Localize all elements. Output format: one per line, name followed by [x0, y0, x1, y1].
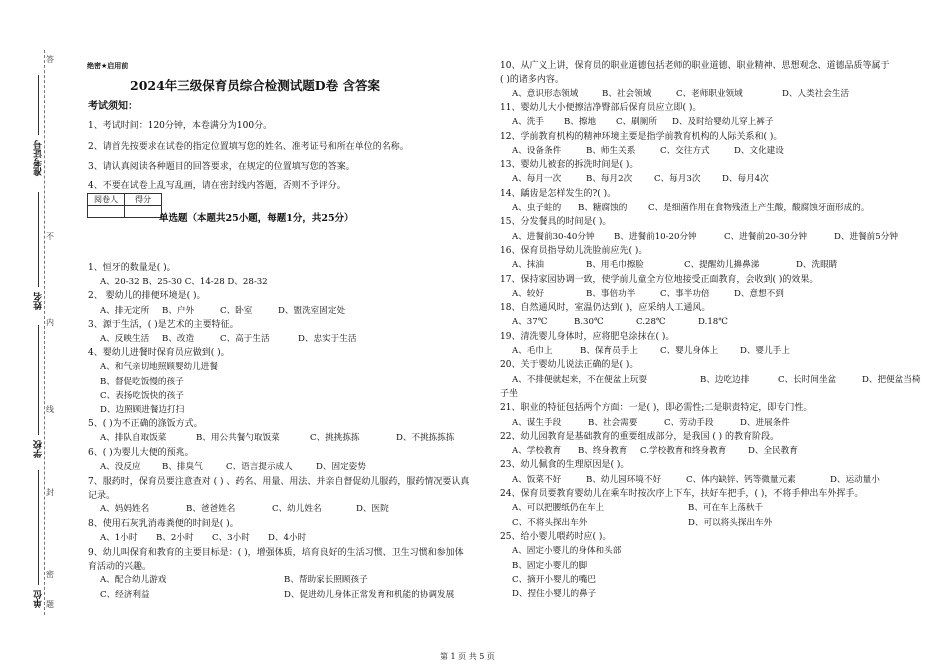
question-text: 4、婴幼儿进餐时保育员应做到( )。 [88, 348, 230, 359]
binder-char: 内 [46, 318, 54, 327]
answer-option[interactable]: D、文化建设 [734, 145, 784, 156]
answer-option[interactable]: A、较好 [512, 288, 544, 299]
answer-option[interactable]: C.学校教育和终身教育 [640, 446, 727, 457]
answer-option[interactable]: A、没反应 [100, 461, 141, 472]
score-cell: 得分 [125, 194, 162, 206]
answer-option[interactable]: D、全民教育 [748, 446, 798, 457]
answer-option[interactable]: B、改造 [162, 334, 195, 344]
answer-option[interactable]: B、督促吃饭慢的孩子 [100, 376, 184, 387]
answer-option[interactable]: A、1小时 [100, 532, 138, 543]
answer-option[interactable]: C、提醒幼儿擤鼻涕 [684, 260, 760, 271]
answer-option[interactable]: B.30℃ [574, 317, 604, 328]
answer-option[interactable]: D、及时给婴幼儿穿上裤子 [672, 117, 774, 128]
question-text: 24、保育员要教育婴幼儿在乘车时按次序上下车，扶好车把手，( )，不将手伸出车外挥手。 [500, 489, 864, 499]
answer-option[interactable]: B、事倍功半 [586, 288, 636, 299]
answer-option[interactable]: D、医院 [356, 504, 389, 515]
question-text: 9、幼儿叫保育和教育的主要目标是：( )，增强体质，培育良好的生活习惯、卫生习惯和参加体育活动的兴趣。 [88, 548, 464, 573]
answer-option[interactable]: B、保育员手上 [580, 346, 638, 356]
answer-option[interactable]: C、高于生活 [220, 334, 270, 344]
question-text: 7、服药时，保育员要注意查对 ( ) 、药名、用量、用法、并亲自督促幼儿服药，服药情况要认真记录。 [88, 477, 470, 502]
answer-option[interactable]: D、4小时 [268, 532, 307, 543]
question-text: 2、 婴幼儿的排便环境是( )。 [88, 291, 206, 302]
section-title: 单选题（本题共25小题，每题1分，共25分） [159, 213, 354, 224]
answer-option[interactable]: D、忠实于生活 [298, 334, 357, 344]
notice-item: 1、考试时间：120分钟，本卷满分为100分。 [88, 121, 273, 131]
answer-option[interactable]: D、固定姿势 [316, 461, 366, 472]
answer-option[interactable]: B、糖腐蚀的 [578, 203, 628, 213]
binder-char: 封 [46, 488, 54, 497]
answer-option[interactable]: B、户外 [162, 305, 195, 316]
notice-item: 4、不要在试卷上乱写乱画，请在密封线内答题，否则不予评分。 [88, 181, 346, 191]
question-text: 1、恒牙的数量是( )。 [88, 263, 176, 273]
question-text: 10、从广义上讲，保育员的职业道德包括老师的职业道德、职业精神、思想观念、道德品质等属于( )的诸多内容。 [500, 61, 890, 86]
answer-option[interactable]: C、每月3次 [654, 174, 701, 185]
answer-option[interactable]: C、长时间坐盆 [778, 374, 837, 385]
question-text: 子坐 [500, 388, 519, 399]
answer-option[interactable]: D、促进幼儿身体正常发育和机能的协调发展 [284, 589, 455, 600]
binder-char: 不 [46, 232, 54, 241]
answer-option[interactable]: B、爸爸姓名 [186, 504, 236, 515]
answer-option[interactable]: A、不排便就起来，不在便盆上玩耍 [512, 374, 648, 385]
label-unit: 单位 [34, 590, 44, 608]
answer-option[interactable]: C、老师职业领域 [676, 88, 743, 99]
answer-option[interactable]: A、设备条件 [512, 145, 562, 156]
answer-option[interactable]: A、饭菜不好 [512, 474, 562, 485]
answer-option[interactable]: C、婴儿身体上 [660, 346, 719, 356]
question-text: 23、幼儿佩食的生理原因是( )。 [500, 460, 630, 471]
fill-line [38, 75, 39, 135]
answer-option[interactable]: C、事半功倍 [660, 288, 710, 299]
answer-option[interactable]: D、盥洗室固定处 [278, 305, 346, 316]
answer-option[interactable]: B、2小时 [156, 532, 194, 543]
answer-option[interactable]: B、用公共餐勺取饭菜 [196, 433, 280, 444]
answer-option[interactable]: C.28℃ [636, 317, 666, 328]
answer-option[interactable]: D、婴儿手上 [740, 346, 790, 356]
question-text: 8、使用石灰乳消毒粪便的时间是( )。 [88, 518, 239, 529]
answer-option[interactable]: D、不挑拣拣拣 [396, 433, 455, 444]
answer-option[interactable]: C、经济利益 [100, 589, 150, 600]
answer-option[interactable]: A、洗手 [512, 117, 544, 128]
answer-option[interactable]: B、师生关系 [586, 145, 636, 156]
question-text: 18、自然通风时，室温仍达到( )，应采纳人工通风。 [500, 303, 711, 314]
answer-option[interactable]: D、人类社会生活 [782, 88, 850, 99]
answer-option[interactable]: C、不将头探出车外 [512, 517, 588, 528]
answer-option[interactable]: C、语言提示成人 [226, 461, 293, 472]
answer-option[interactable]: C、3小时 [212, 532, 250, 543]
answer-option[interactable]: B、社会需要 [588, 417, 638, 428]
page-title: 2024年三级保育员综合检测试题D卷 含答案 [130, 78, 380, 93]
answer-option[interactable]: A、20-32 B、25-30 C、14-28 D、28-32 [100, 277, 268, 288]
question-text: 11、婴幼儿大小便擦洁净臀部后保育员应立即( )。 [500, 102, 702, 113]
notice-heading: 考试须知： [88, 101, 138, 112]
score-table [87, 193, 162, 218]
answer-option[interactable]: B、边吃边排 [700, 374, 750, 385]
page-footer: 第 1 页 共 5 页 [440, 652, 495, 661]
answer-option[interactable]: A、学校教育 [512, 446, 562, 457]
question-text: 14、龋齿是怎样发生的?( )。 [500, 188, 617, 199]
answer-option[interactable]: D、捏住小婴儿的鼻子 [512, 589, 597, 600]
answer-option[interactable]: C、劳动手段 [664, 417, 714, 428]
answer-option[interactable]: C、刷厕所 [616, 117, 657, 128]
fill-line [38, 192, 39, 287]
answer-option[interactable]: A、37℃ [512, 317, 548, 328]
answer-option[interactable]: C、进餐前20-30分钟 [724, 231, 807, 242]
answer-option[interactable]: B、固定小婴儿的脚 [512, 560, 588, 571]
answer-option[interactable]: C、表扬吃饭快的孩子 [100, 390, 184, 401]
answer-option[interactable]: B、擦地 [564, 117, 597, 128]
answer-option[interactable]: B、社会领域 [602, 88, 652, 99]
answer-option[interactable]: B、幼儿园环境不好 [586, 474, 662, 485]
label-name: 姓名 [34, 292, 44, 310]
answer-option[interactable]: D、洗眼睛 [796, 260, 838, 271]
grader-input-cell[interactable] [88, 206, 125, 218]
notice-item: 3、请认真阅读各种题目的回答要求，在规定的位置填写您的答案。 [88, 162, 355, 172]
answer-option[interactable]: D、运动量小 [830, 474, 880, 485]
answer-option[interactable]: B、终身教育 [578, 446, 628, 457]
answer-option[interactable]: D、意想不到 [734, 288, 784, 299]
answer-option[interactable]: A、每月一次 [512, 174, 562, 185]
answer-option[interactable]: D、边照顾进餐边打扫 [100, 405, 185, 415]
question-text: 13、婴幼儿被套的拆洗时间是( )。 [500, 160, 639, 171]
answer-option[interactable]: D、进餐前5分钟 [834, 231, 898, 242]
fill-line [38, 470, 39, 585]
answer-option[interactable]: D、把便盆当椅 [862, 374, 921, 385]
answer-option[interactable]: B、可在车上荡秋千 [688, 503, 764, 514]
answer-option[interactable]: A、排无定所 [100, 305, 150, 316]
question-text: 15、分发餐具的时间是( )。 [500, 217, 612, 228]
answer-option[interactable]: B、进餐前10-20分钟 [614, 231, 697, 242]
answer-option[interactable]: B、排臭气 [162, 461, 203, 472]
answer-option[interactable]: B、每月2次 [586, 174, 633, 185]
answer-option[interactable]: C、交往方式 [660, 145, 710, 156]
answer-option[interactable]: C、卧室 [220, 305, 253, 316]
answer-option[interactable]: C、幼儿姓名 [272, 504, 322, 515]
answer-option[interactable]: A、和气亲切地照顾婴幼儿进餐 [100, 362, 218, 373]
answer-option[interactable]: A、意识形态领域 [512, 88, 579, 99]
binder-char: 密 [46, 570, 54, 579]
binder-char: 题 [46, 600, 54, 609]
answer-option[interactable]: A、抹油 [512, 260, 544, 271]
binding-margin [0, 0, 58, 671]
answer-option[interactable]: A、固定小婴儿的身体和头部 [512, 546, 622, 557]
answer-option[interactable]: A、毛巾上 [512, 346, 553, 356]
answer-option[interactable]: A、进餐前30-40分钟 [512, 231, 595, 242]
answer-option[interactable]: D、可以将头探出车外 [688, 517, 773, 528]
score-input-cell[interactable] [125, 206, 162, 218]
answer-option[interactable]: C、是细菌作用在食物残渣上产生酸，酸腐蚀牙面形成的。 [648, 203, 870, 213]
question-text: 19、清洗婴儿身体时，应将肥皂涂抹在( )。 [500, 331, 675, 342]
answer-option[interactable]: B、帮助家长照顾孩子 [284, 575, 368, 586]
binder-char: 答 [46, 55, 54, 64]
question-text: 12、学前教育机构的精神环境主要是指学前教育机构的人际关系和( )。 [500, 131, 783, 142]
answer-option[interactable]: B、用毛巾擦脸 [586, 260, 644, 271]
question-text: 21、职业的特征包括两个方面：一是( )，即必需性;二是职责特定，即专门性。 [500, 403, 813, 414]
answer-option[interactable]: A、可以把腰纸仍在车上 [512, 503, 605, 514]
question-text: 3、源于生活，( )是艺术的主要特征。 [88, 319, 239, 330]
label-school: 学校 [34, 440, 44, 458]
answer-option[interactable]: D、进展条件 [740, 417, 790, 428]
label-exam-number: 准考证号 [34, 140, 44, 176]
answer-option[interactable]: C、挑挑拣拣 [310, 433, 360, 444]
seal-line [44, 50, 45, 615]
answer-option[interactable]: A、谋生手段 [512, 417, 562, 428]
question-text: 5、( )为不正确的涤饭方式。 [88, 419, 203, 430]
question-text: 6、( )为婴儿大便的预兆。 [88, 447, 194, 458]
answer-option[interactable]: A、反映生活 [100, 334, 150, 344]
answer-option[interactable]: C、体内缺锌、钙等微量元素 [686, 474, 796, 485]
answer-option[interactable]: D.18℃ [698, 317, 728, 328]
binder-char: 线 [46, 405, 54, 414]
answer-option[interactable]: D、每月4次 [722, 174, 769, 185]
question-text: 16、保育员指导幼儿洗脸前应先( )。 [500, 245, 648, 256]
answer-option[interactable]: A、妈妈姓名 [100, 504, 150, 515]
question-text: 22、幼儿园教育是基础教育的重要组成部分，是我国 ( ) 的教育阶段。 [500, 431, 780, 442]
notice-item: 2、请首先按要求在试卷的指定位置填写您的姓名、准考证号和所在单位的名称。 [88, 142, 409, 152]
question-text: 25、给小婴儿喂药时应( )。 [500, 531, 612, 542]
answer-option[interactable]: A、配合幼儿游戏 [100, 575, 167, 586]
fill-line [38, 325, 39, 435]
answer-option[interactable]: A、虫子蛀的 [512, 203, 562, 213]
answer-option[interactable]: C、摘开小婴儿的嘴巴 [512, 574, 596, 585]
confidential-mark: 绝密★启用前 [87, 62, 129, 70]
question-text: 20、关于婴幼儿说法正确的是( )。 [500, 360, 639, 371]
answer-option[interactable]: A、排队自取饭菜 [100, 433, 167, 444]
grader-cell: 阅卷人 [88, 194, 125, 206]
question-text: 17、保持家园协调一致，使学前儿童全方位地接受正面教育，会收到( )的效果。 [500, 274, 819, 285]
